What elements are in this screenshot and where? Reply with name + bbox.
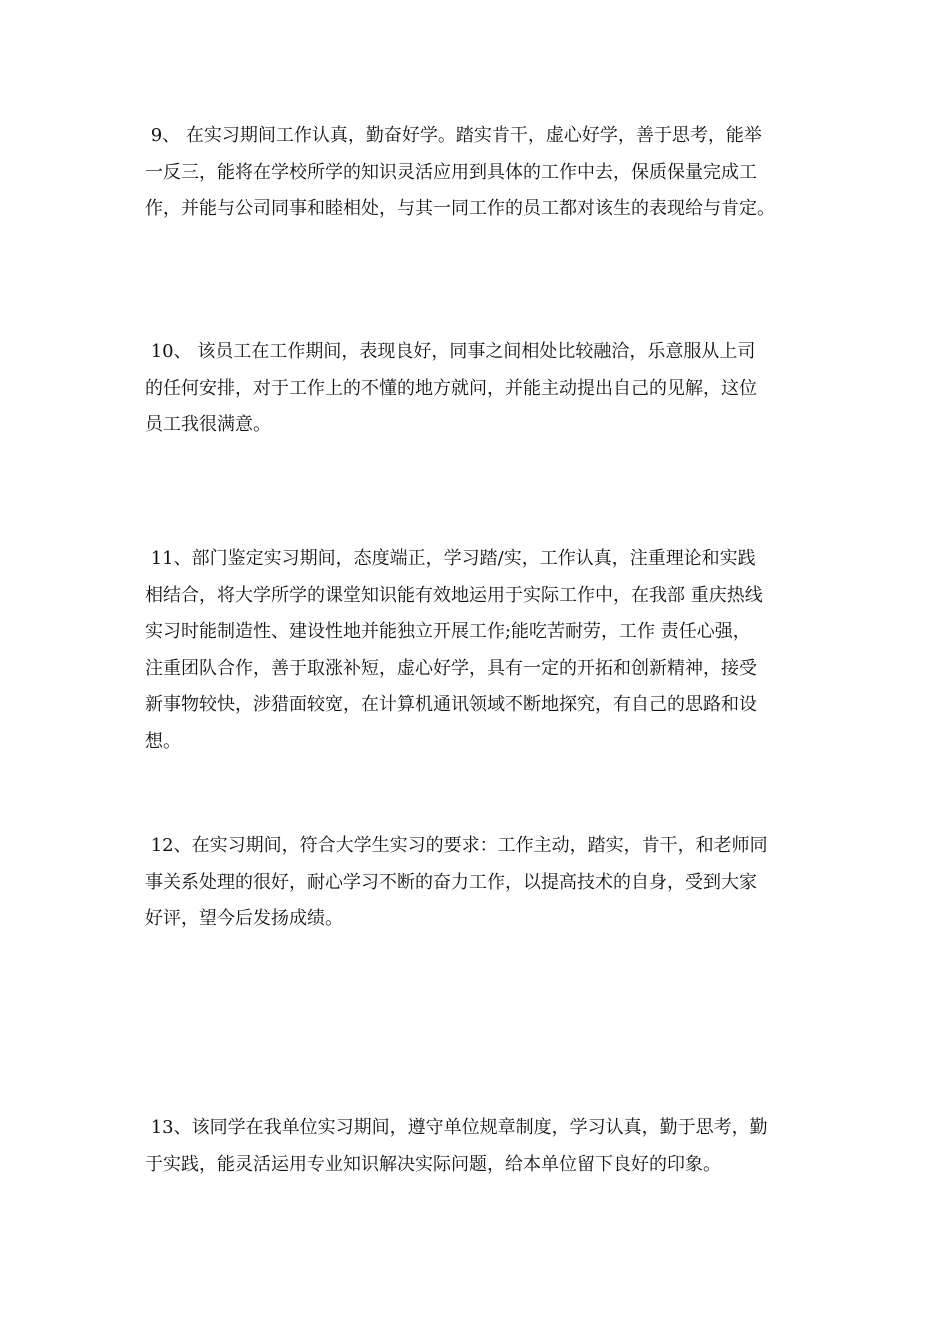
paragraph-line: 10、 该员工在工作期间，表现良好，同事之间相处比较融洽，乐意服从上司: [145, 341, 756, 362]
paragraph-line: 13、该同学在我单位实习期间，遵守单位规章制度，学习认真，勤于思考，勤: [145, 1117, 768, 1138]
paragraph-line: 9、 在实习期间工作认真，勤奋好学。踏实肯干，虚心好学，善于思考，能举: [145, 125, 762, 146]
paragraph-line: 12、在实习期间，符合大学生实习的要求：工作主动，踏实，肯干，和老师同: [145, 835, 768, 856]
paragraph-line: 实习时能制造性、建设性地并能独立开展工作;能吃苦耐劳，工作 责任心强，: [145, 621, 751, 642]
paragraph-11: [145, 541, 815, 760]
paragraph-9: [145, 118, 815, 228]
paragraph-line: 员工我很满意。: [145, 414, 271, 435]
paragraph-line: 作，并能与公司同事和睦相处，与其一同工作的员工都对该生的表现给与肯定。: [145, 198, 775, 219]
paragraph-13: [145, 1110, 815, 1183]
paragraph-line: 事关系处理的很好，耐心学习不断的奋力工作，以提高技术的自身，受到大家: [145, 871, 757, 893]
paragraph-line: 相结合，将大学所学的课堂知识能有效地运用于实际工作中，在我部 重庆热线: [145, 584, 763, 606]
paragraph-line: 注重团队合作，善于取涨补短，虚心好学，具有一定的开拓和创新精神，接受: [145, 657, 757, 679]
paragraph-line: 一反三，能将在学校所学的知识灵活应用到具体的工作中去，保质保量完成工: [145, 161, 757, 183]
paragraph-10: [145, 334, 815, 444]
paragraph-line: 想。: [145, 730, 181, 752]
paragraph-line: 于实践，能灵活运用专业知识解决实际问题，给本单位留下良好的印象。: [145, 1153, 721, 1175]
paragraph-line: 11、部门鉴定实习期间，态度端正，学习踏/实，工作认真，注重理论和实践: [145, 548, 756, 569]
paragraph-line: 好评，望今后发扬成绩。: [145, 908, 343, 929]
paragraph-12: [145, 828, 815, 938]
paragraph-line: 的任何安排，对于工作上的不懂的地方就问，并能主动提出自己的见解，这位: [145, 377, 757, 399]
paragraph-line: 新事物较快，涉猎面较宽，在计算机通讯领域不断地探究，有自己的思路和设: [145, 694, 757, 715]
